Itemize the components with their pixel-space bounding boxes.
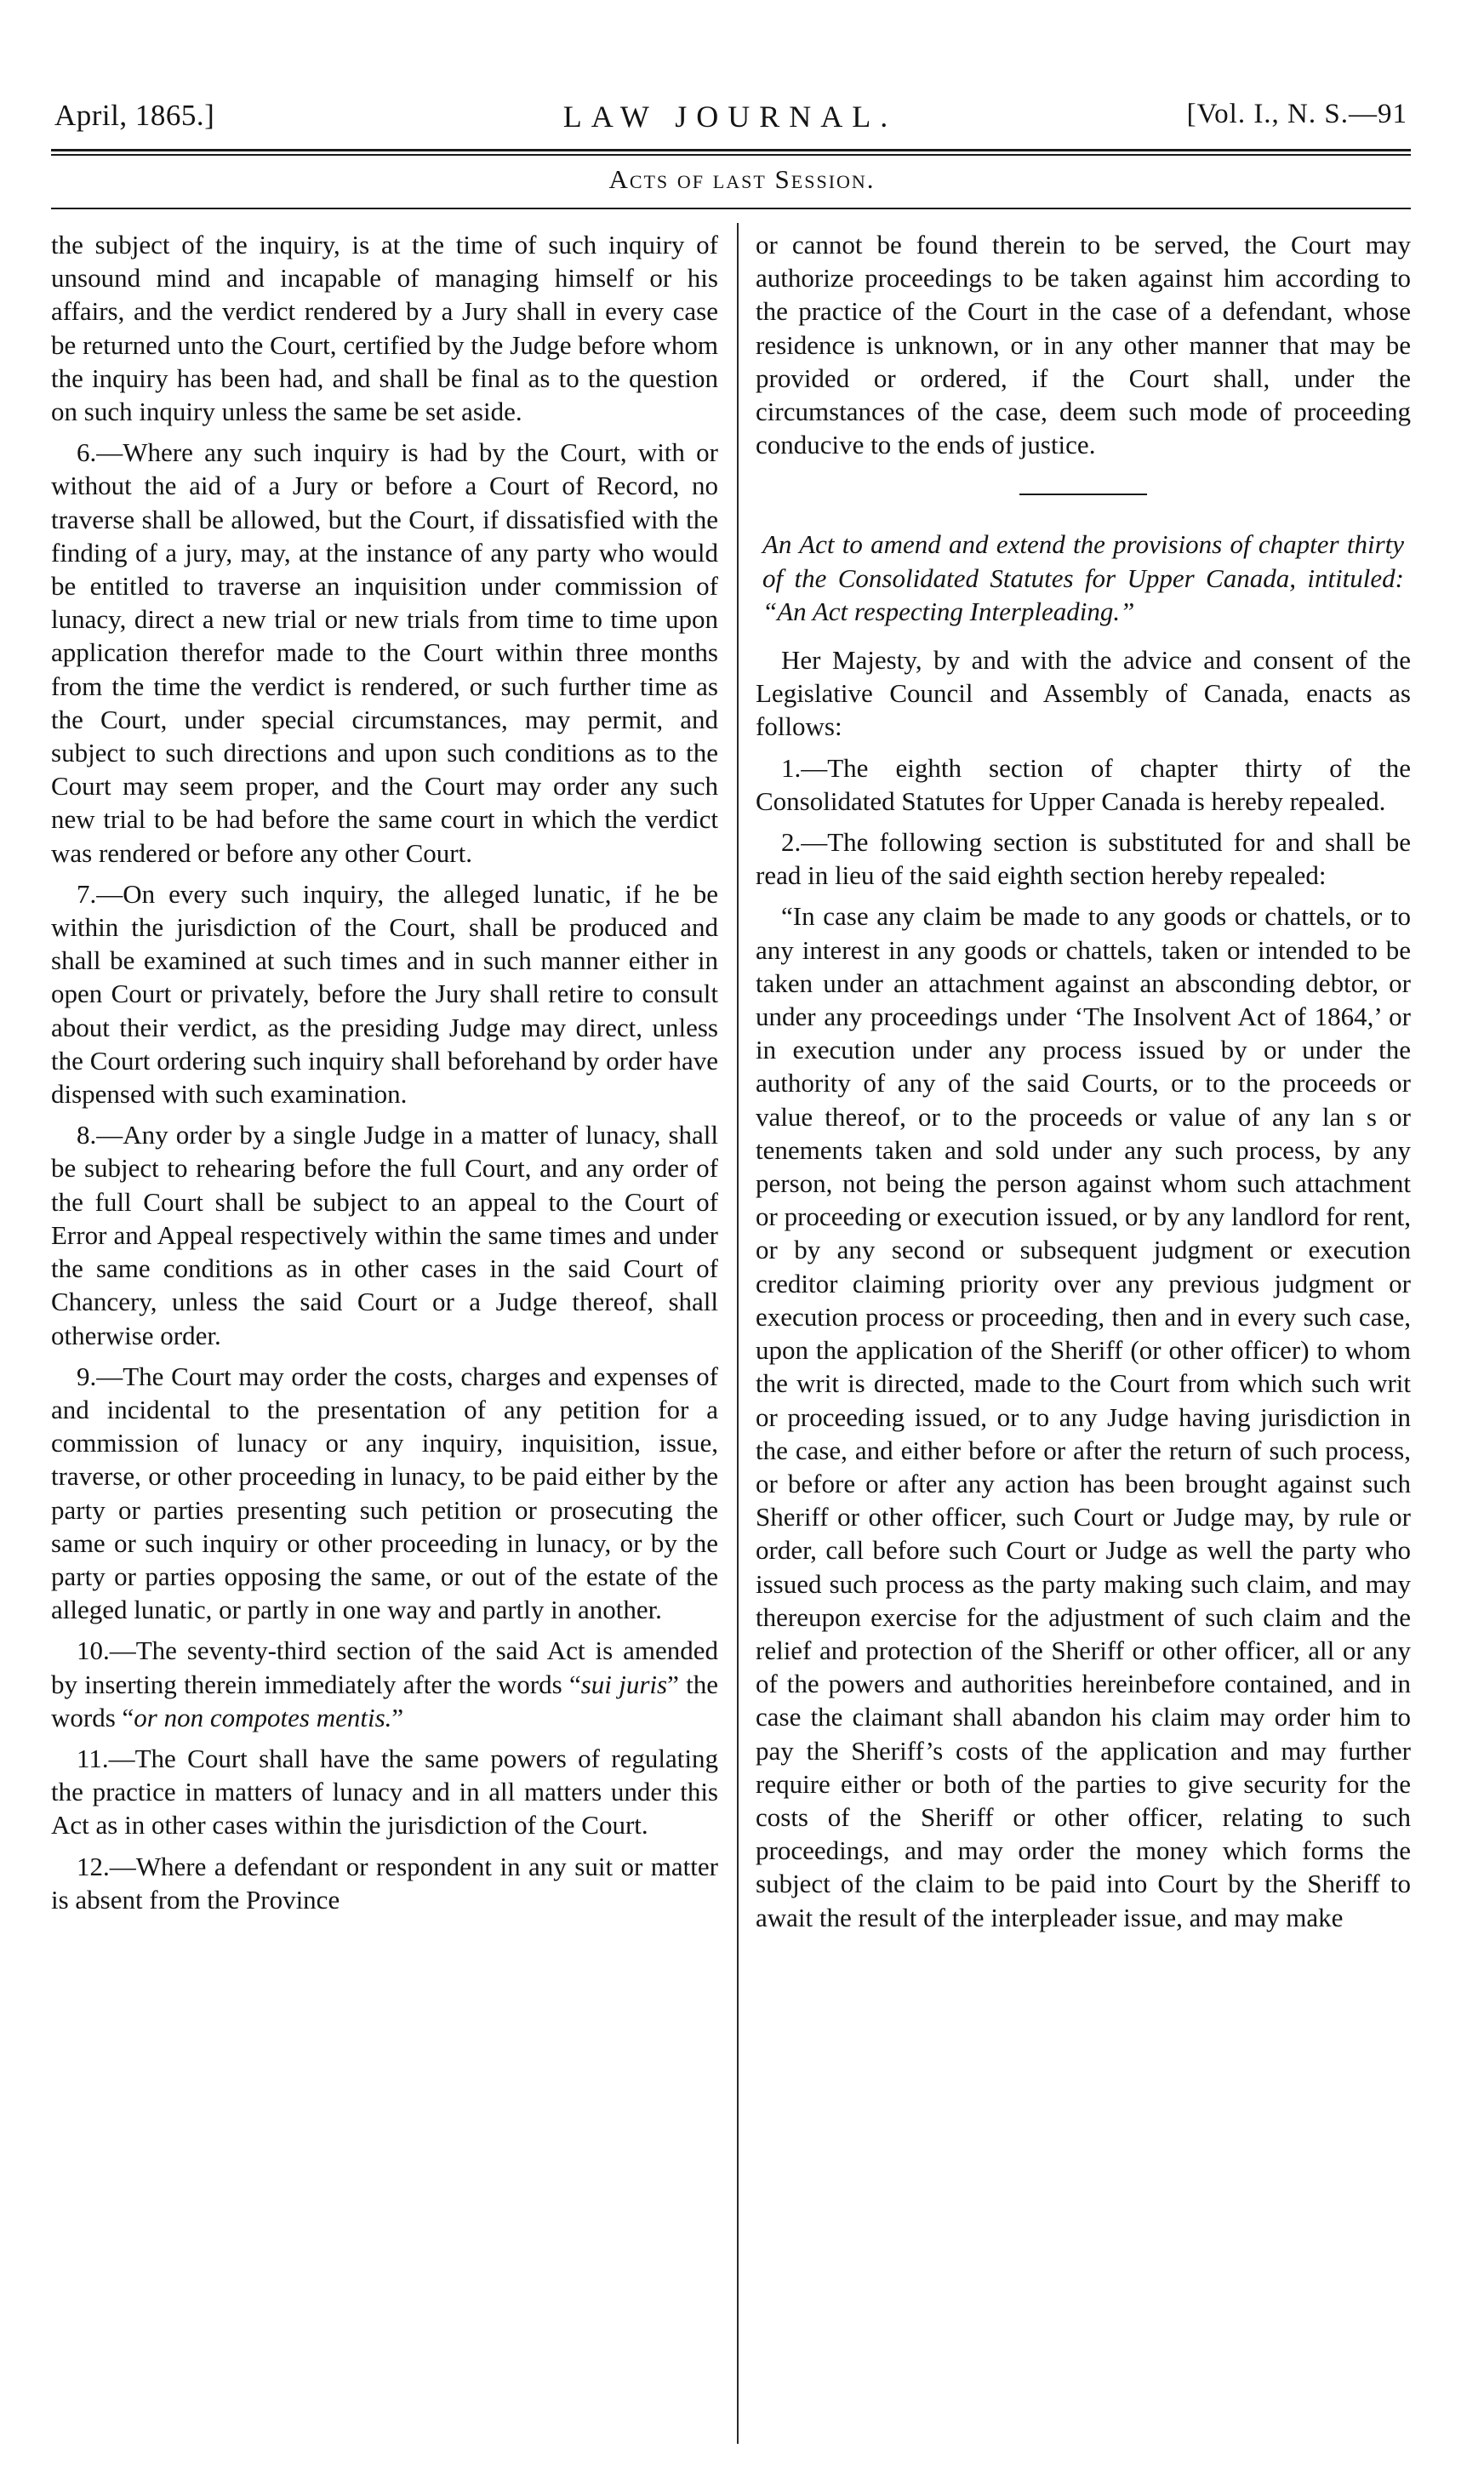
section-2: 2.—The following section is substituted for and shall be read in lieu of the said eighth section hereby repealed: [756, 827, 1411, 891]
header-date: April, 1865.] [54, 99, 215, 132]
column-divider [737, 223, 739, 2444]
section-10-text-c: ” [391, 1702, 404, 1732]
section-10 [51, 1634, 718, 1734]
right-column [756, 228, 1411, 1942]
section-8: 8.—Any order by a single Judge in a matter of lunacy, shall be subject to rehearing before the full Court, and any order of the full Court shall be subject to an appeal to the Court of Error and Appeal respectively within the same times and under the same conditions as in other cases in the said Court of Chancery, unless the said Court or a Judge thereof, shall otherwise order. [51, 1120, 718, 1350]
left-column [51, 228, 718, 1924]
section-11: 11.—The Court shall have the same powers of regulating the practice in matters of lunacy and in all matters under this Act as in other cases within the jurisdiction of the Court. [51, 1743, 718, 1841]
running-header [49, 99, 1411, 140]
section-10-text-a: 10.—The seventy-third section of the said Act is amended by inserting therein immediately after the words “ [51, 1635, 718, 1699]
section-12: 12.—Where a defendant or respondent in any suit or matter is absent from the Province [51, 1851, 718, 1915]
section-10-italic-a: sui juris [580, 1669, 668, 1699]
section-12-continuation: or cannot be found therein to be served, the Court may authorize proceedings to be taken against him according to the practice of the Court in the case of a defendant, whose residence is unknown, or in any other manner that may be provided or ordered, if the Court shall, under the circumstances of the case, deem such mode of proceeding conducive to the ends of justice. [756, 230, 1411, 460]
section-1: 1.—The eighth section of chapter thirty of the Consolidated Statutes for Upper Canada is hereby repealed. [756, 752, 1411, 816]
volume-page-number: [Vol. I., N. S.—91 [1186, 99, 1407, 129]
enacting-clause: Her Majesty, by and with the advice and consent of the Legislative Council and Assembly of Canada, enacts as follows: [756, 645, 1411, 742]
paragraph-continuation: the subject of the inquiry, is at the time of such inquiry of unsound mind and incapable of managing himself or his affairs, and the verdict rendered by a Jury shall in every case be returned unto the Court, certified by the Judge before whom the inquiry has been had, and shall be final as to the question on such inquiry unless the same be set aside. [51, 230, 718, 427]
section-10-text-b: ” the words “ [51, 1669, 718, 1732]
section-9: 9.—The Court may order the costs, charges and expenses of and incidental to the presentation of any petition for a commission of lunacy or any inquiry, inquisition, issue, traverse, or other proceeding in lunacy, to be paid either by the party or parties presenting such petition or prosecuting the same or such inquiry or other proceeding in lunacy, or by the party or parties opposing the same, or out of the estate of the alleged lunatic, or partly in one way and partly in another. [51, 1361, 718, 1625]
section-7: 7.—On every such inquiry, the alleged lunatic, if he be within the jurisdiction of the Court, shall be produced and shall be examined at such times and in such manner either in open Court or privately, before the Jury shall retire to consult about their verdict, as the presiding Judge may direct, unless the Court ordering such inquiry shall beforehand by order have dispensed with such examination. [51, 878, 718, 1110]
section-6: 6.—Where any such inquiry is had by the Court, with or without the aid of a Jury or before a Court of Record, no traverse shall be allowed, but the Court, if dissatisfied with the finding of a jury, may, at the instance of any party who would be entitled to traverse an inquisition under commission of lunacy, direct a new trial or new trials from time to time upon application therefor made to the Court within three months from the time the verdict is rendered, or such further time as the Court, under special circumstances, may permit, and subject to such directions and upon such conditions as to the Court may seem proper, and the Court may order any such new trial to be had before the same court in which the verdict was rendered or before any other Court. [51, 437, 718, 868]
act-title: An Act to amend and extend the provisions of chapter thirty of the Consolidated Statutes for Upper Canada, intituled: “An Act respecting Interpleading.” [762, 529, 1404, 626]
act-separator-rule [1019, 494, 1147, 495]
journal-title: LAW JOURNAL. [562, 100, 898, 134]
header-rule-bottom [51, 154, 1411, 156]
section-10-italic-b: or non compotes mentis. [134, 1702, 392, 1732]
substituted-section-quote: “In case any claim be made to any goods or chattels, or to any interest in any goods or chattels, taken or intended to be taken under an attachment against an absconding debtor, or under any proceedings under ‘The Insolvent Act of 1864,’ or in execution under any process issued by or under the authority of any of the said Courts, or to the proceeds or value thereof, or to the proceeds or value of any lan s or tenements taken and sold under any such process, by any person, not being the person against whom such attachment or proceeding or execution issued, or by any landlord for rent, or by any second or subsequent judgment or execution creditor claiming priority over any previous judgment or execution process or proceeding, then and in every such case, upon the application of the Sheriff (or other officer) to whom the writ is directed, made to the Court from which such writ or proceeding issued, or to any Judge having jurisdiction in the case, and either before or after the return of such process, or before or after any action has been brought against such Sheriff or other officer, such Court or Judge may, by rule or order, call before such Court or Judge as well the party who issued such process as the party making such claim, and may thereupon exercise for the adjustment of such claim and the relief and protection of the Sheriff or other officer, all or any of the powers and authorities hereinbefore contained, and in case the claimant shall abandon his claim may order him to pay the Sheriff’s costs of the application and may further require either or both of the parties to give security for the costs of the Sheriff or other officer, relating to such proceedings, and may order the money which forms the subject of the claim to be paid into Court by the Sheriff to await the result of the interpleader issue, and may make [756, 901, 1411, 1932]
header-rule-top [51, 149, 1411, 151]
section-title: Acts of last Session. [608, 164, 876, 194]
section-rule [51, 208, 1411, 209]
